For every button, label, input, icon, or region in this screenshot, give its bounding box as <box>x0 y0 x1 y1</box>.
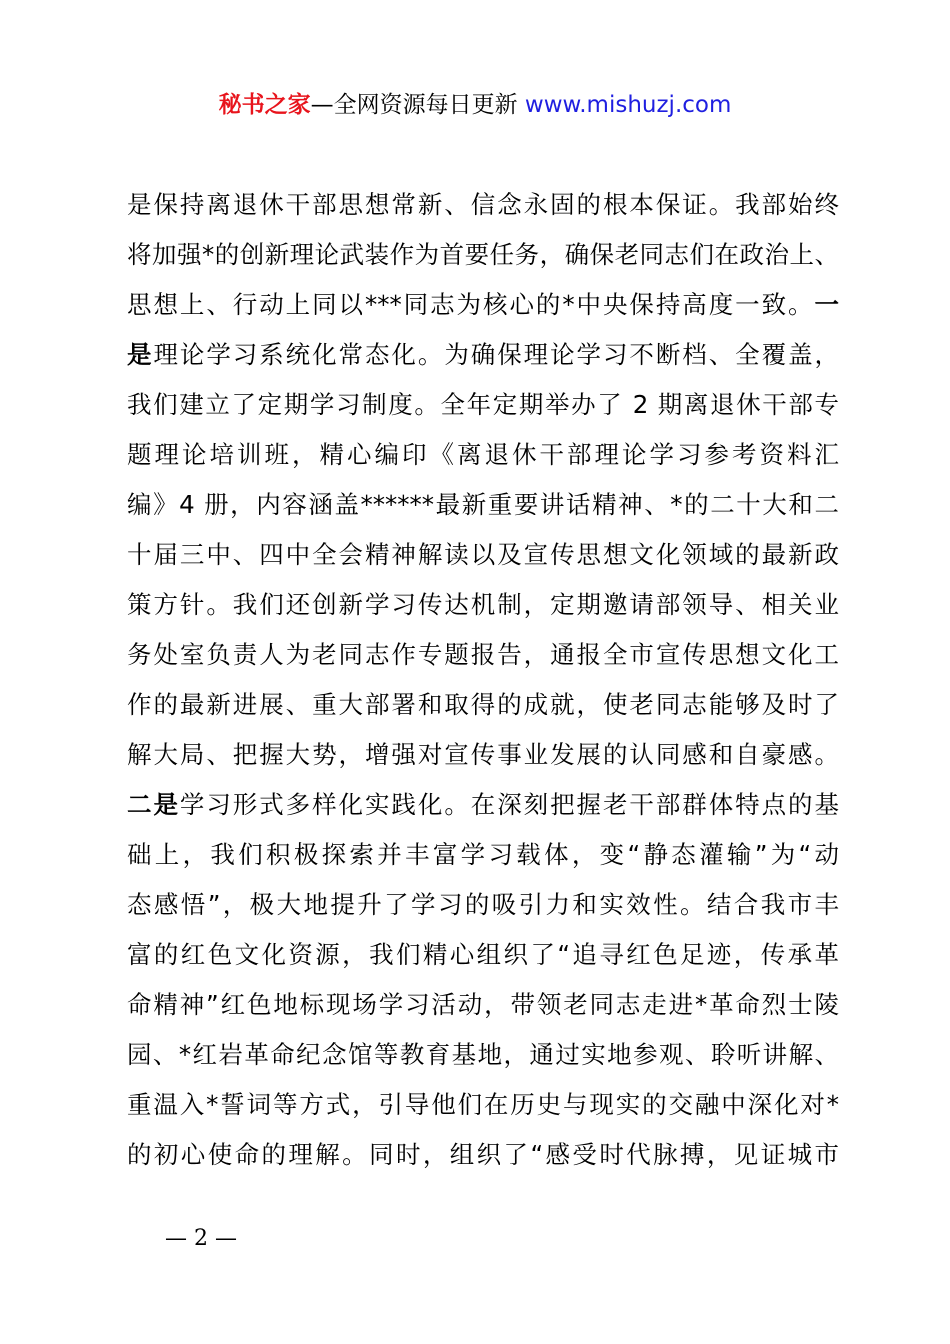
text-line: 题理论培训班，精心编印《离退休干部理论学习参考资料汇 <box>127 440 839 469</box>
text-line: 重温入*誓词等方式，引导他们在历史与现实的交融中深化对* <box>127 1090 839 1119</box>
text-line: 是保持离退休干部思想常新、信念永固的根本保证。我部始终 <box>127 190 839 219</box>
text-line: 编》4 册，内容涵盖******最新重要讲话精神、*的二十大和二 <box>127 490 839 519</box>
text-line: 园、*红岩革命纪念馆等教育基地，通过实地参观、聆听讲解、 <box>127 1040 839 1069</box>
text-line: 解大局、把握大势，增强对宣传事业发展的认同感和自豪感。 <box>127 740 839 769</box>
section-marker-two: 二是 <box>127 790 180 819</box>
text-line <box>127 330 839 380</box>
page-number: — 2 — <box>165 1226 237 1251</box>
text-line: 的初心使命的理解。同时，组织了“感受时代脉搏，见证城市 <box>127 1140 839 1169</box>
text-line: 将加强*的创新理论武装作为首要任务，确保老同志们在政治上、 <box>127 240 839 269</box>
site-url: www.mishuzj.com <box>524 92 732 118</box>
body-text <box>127 180 839 1180</box>
text-segment: 学习形式多样化实践化。在深刻把握老干部群体特点的基 <box>179 790 839 819</box>
text-line <box>127 780 839 830</box>
text-line: 策方针。我们还创新学习传达机制，定期邀请部领导、相关业 <box>127 590 839 619</box>
text-segment: 思想上、行动上同以***同志为核心的*中央保持高度一致。 <box>127 290 815 319</box>
text-segment: 理论学习系统化常态化。为确保理论学习不断档、全覆盖， <box>153 340 839 369</box>
header-tagline: —全网资源每日更新 <box>310 92 525 118</box>
text-line: 命精神”红色地标现场学习活动，带领老同志走进*革命烈士陵 <box>127 990 839 1019</box>
section-marker-one: 一 <box>814 290 839 319</box>
section-marker-one-cont: 是 <box>127 340 154 369</box>
page-header <box>0 88 950 122</box>
text-line: 础上，我们积极探索并丰富学习载体，变“静态灌输”为“动 <box>127 840 839 869</box>
text-line: 态感悟”，极大地提升了学习的吸引力和实效性。结合我市丰 <box>127 890 839 919</box>
text-line: 富的红色文化资源，我们精心组织了“追寻红色足迹，传承革 <box>127 940 839 969</box>
text-line: 务处室负责人为老同志作专题报告，通报全市宣传思想文化工 <box>127 640 839 669</box>
brand-name: 秘书之家 <box>218 92 311 118</box>
text-line <box>127 280 839 330</box>
text-line: 十届三中、四中全会精神解读以及宣传思想文化领域的最新政 <box>127 540 839 569</box>
text-line: 作的最新进展、重大部署和取得的成就，使老同志能够及时了 <box>127 690 839 719</box>
text-line: 我们建立了定期学习制度。全年定期举办了 2 期离退休干部专 <box>127 390 839 419</box>
